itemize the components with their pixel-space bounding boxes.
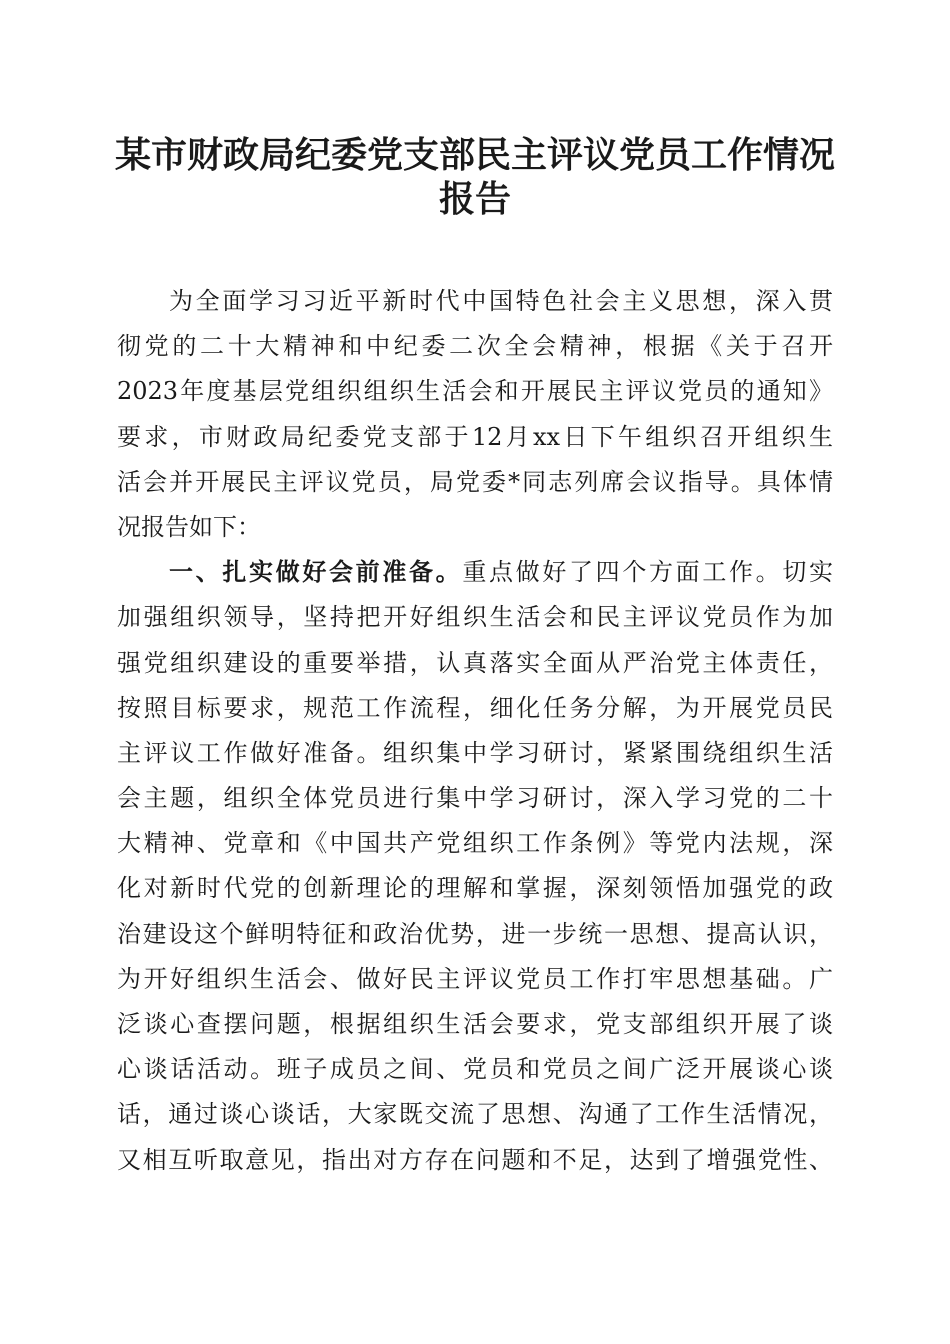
paragraph-line: 活会并开展民主评议党员，局党委*同志列席会议指导。具体情 xyxy=(117,467,833,496)
title-line-2: 报告 xyxy=(438,178,511,220)
paragraph-line: 化对新时代党的创新理论的理解和掌握，深刻领悟加强党的政 xyxy=(117,874,833,903)
paragraph-line: 加强组织领导，坚持把开好组织生活会和民主评议党员作为加 xyxy=(117,603,833,632)
paragraph-line: 主评议工作做好准备。组织集中学习研讨，紧紧围绕组织生活 xyxy=(117,738,833,767)
title-line-1: 某市财政局纪委党支部民主评议党员工作情况 xyxy=(114,134,835,176)
document-title xyxy=(110,133,840,221)
document-body xyxy=(117,279,833,1183)
section-1-first-line-text: 重点做好了四个方面工作。切实 xyxy=(462,558,834,587)
paragraph-line: 2023年度基层党组织组织生活会和开展民主评议党员的通知》 xyxy=(117,377,833,406)
section-1 xyxy=(117,550,833,1183)
paragraph-line: 心谈话活动。班子成员之间、党员和党员之间广泛开展谈心谈 xyxy=(117,1055,833,1084)
paragraph-line: 强党组织建设的重要举措，认真落实全面从严治党主体责任， xyxy=(117,648,833,677)
paragraph-line: 为全面学习习近平新时代中国特色社会主义思想，深入贯 xyxy=(169,287,833,315)
paragraph-line: 又相互听取意见，指出对方存在问题和不足，达到了增强党性、 xyxy=(117,1145,833,1174)
paragraph-line: 治建设这个鲜明特征和政治优势，进一步统一思想、提高认识， xyxy=(117,919,833,948)
paragraph-line: 况报告如下： xyxy=(117,512,261,541)
paragraph-line: 要求，市财政局纪委党支部于12月xx日下午组织召开组织生 xyxy=(117,422,833,451)
paragraph-line: 彻党的二十大精神和中纪委二次全会精神，根据《关于召开 xyxy=(117,332,833,361)
paragraph-line: 话，通过谈心谈话，大家既交流了思想、沟通了工作生活情况， xyxy=(117,1100,833,1129)
paragraph-line: 为开好组织生活会、做好民主评议党员工作打牢思想基础。广 xyxy=(117,964,833,993)
section-1-first-line xyxy=(117,550,833,595)
paragraph-line: 按照目标要求，规范工作流程，细化任务分解，为开展党员民 xyxy=(117,693,833,722)
paragraph-line: 泛谈心查摆问题，根据组织生活会要求，党支部组织开展了谈 xyxy=(117,1010,833,1038)
section-1-heading: 一、扎实做好会前准备。 xyxy=(169,558,463,587)
paragraph-line: 会主题，组织全体党员进行集中学习研讨，深入学习党的二十 xyxy=(117,784,833,813)
paragraph-line: 大精神、党章和《中国共产党组织工作条例》等党内法规，深 xyxy=(117,829,833,858)
paragraph-intro xyxy=(117,279,833,550)
